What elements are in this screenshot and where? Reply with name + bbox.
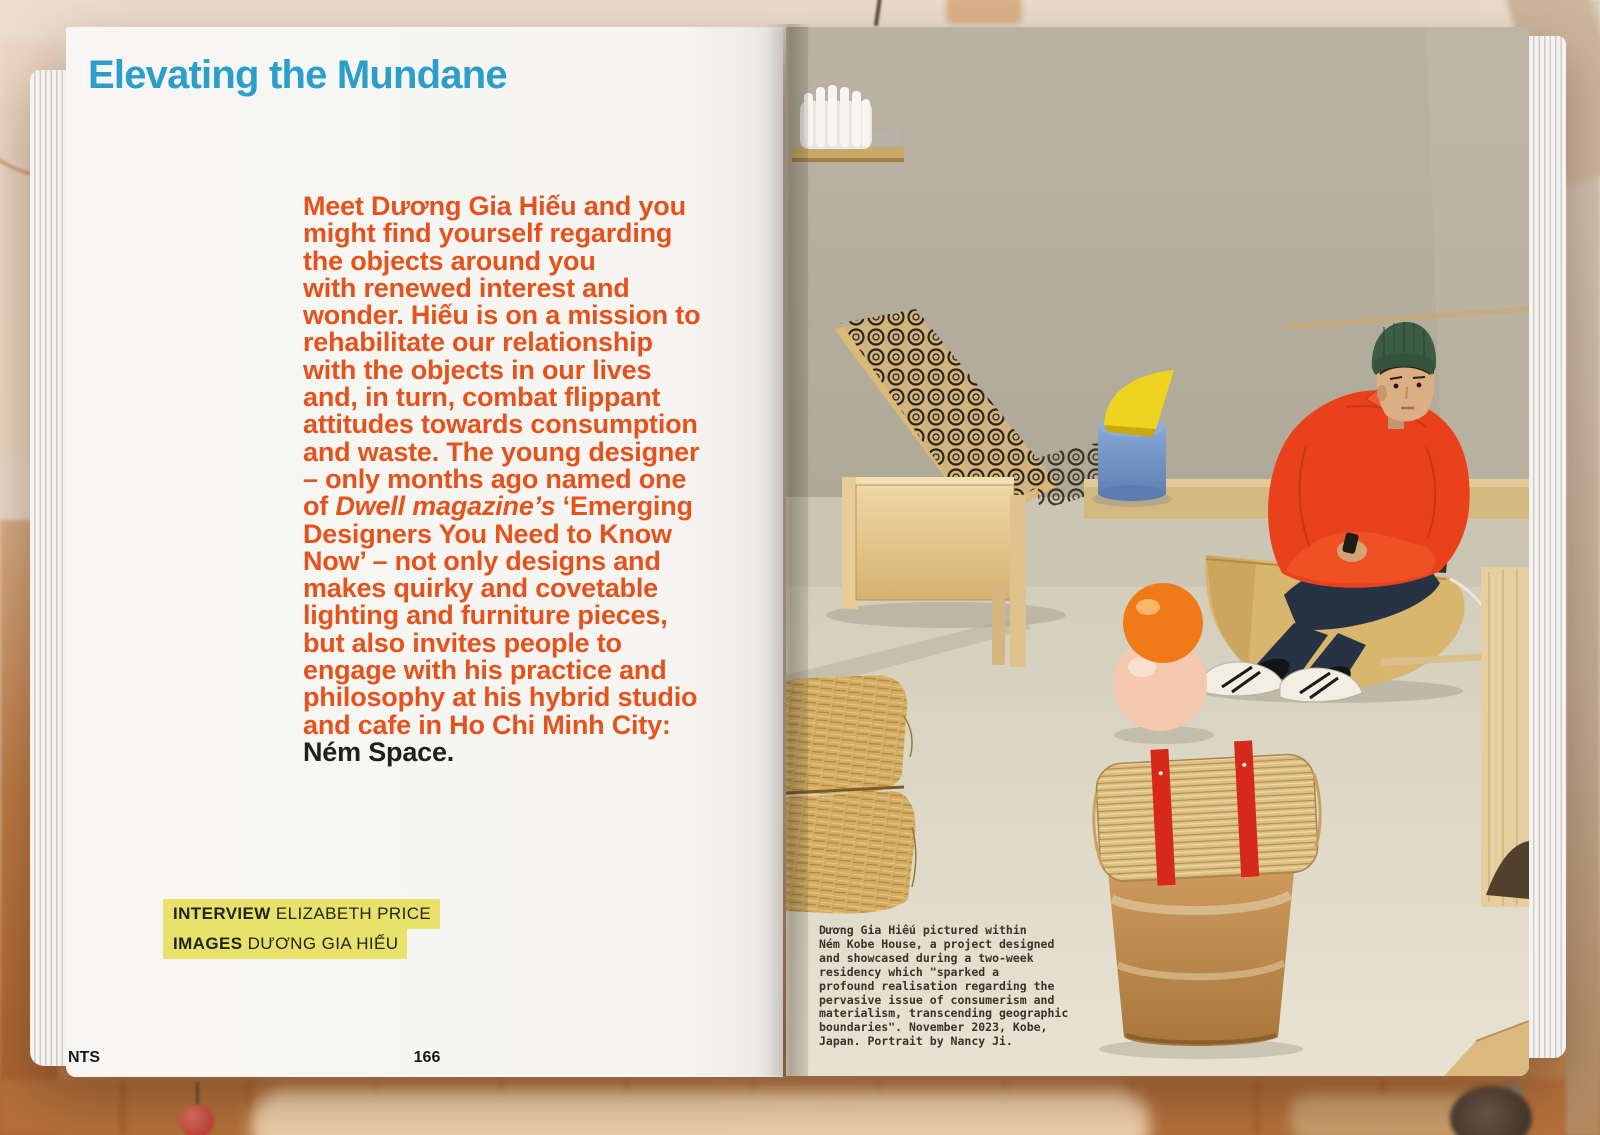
footer-magazine-label: NTS: [68, 1049, 100, 1066]
background-red-ball: [180, 1104, 214, 1135]
background-pale-slab: [250, 1090, 1150, 1135]
photo-caption: Dương Gia Hiếu pictured within Ném Kobe House, a project designed and showcased during a two-week residency which "sparked a profound realisation regarding the pervasive issue of consumerism and materialism, transcending geographic boundaries". November 2023, Kobe, Japan. Portrait by Nancy Ji.: [819, 923, 1069, 1049]
open-magazine: [30, 24, 1566, 1086]
background-cylinder: [946, 0, 1022, 24]
credits-block: INTERVIEW ELIZABETH PRICE IMAGES DƯƠNG GIA HIẾU: [163, 899, 440, 959]
left-page: [66, 27, 783, 1077]
page-edges-right: [1529, 36, 1566, 1058]
page-number: 166: [413, 1049, 441, 1066]
intro-paragraph: Meet Dương Gia Hiếu and you might find yourself regarding the objects around you with renewed interest and wonder. Hiếu is on a mission to rehabilitate our relationship with the objects in our lives and, in turn, combat flippant attitudes towards consumption and waste. The young designer – only months ago named one of Dwell magazine’s ‘Emerging Designers You Need to Know Now’ – not only designs and makes quirky and covetable lighting and furniture pieces, but also invites people to engage with his practice and philosophy at his hybrid studio and cafe in Ho Chi Minh City: Ném Space.: [303, 191, 701, 767]
right-page-photo: [786, 27, 1529, 1076]
article-title: Elevating the Mundane: [88, 53, 507, 97]
studio-photo-illustration: [786, 27, 1529, 1076]
page-edges-left: [30, 70, 66, 1066]
photo-spine-shade: [786, 27, 808, 1076]
